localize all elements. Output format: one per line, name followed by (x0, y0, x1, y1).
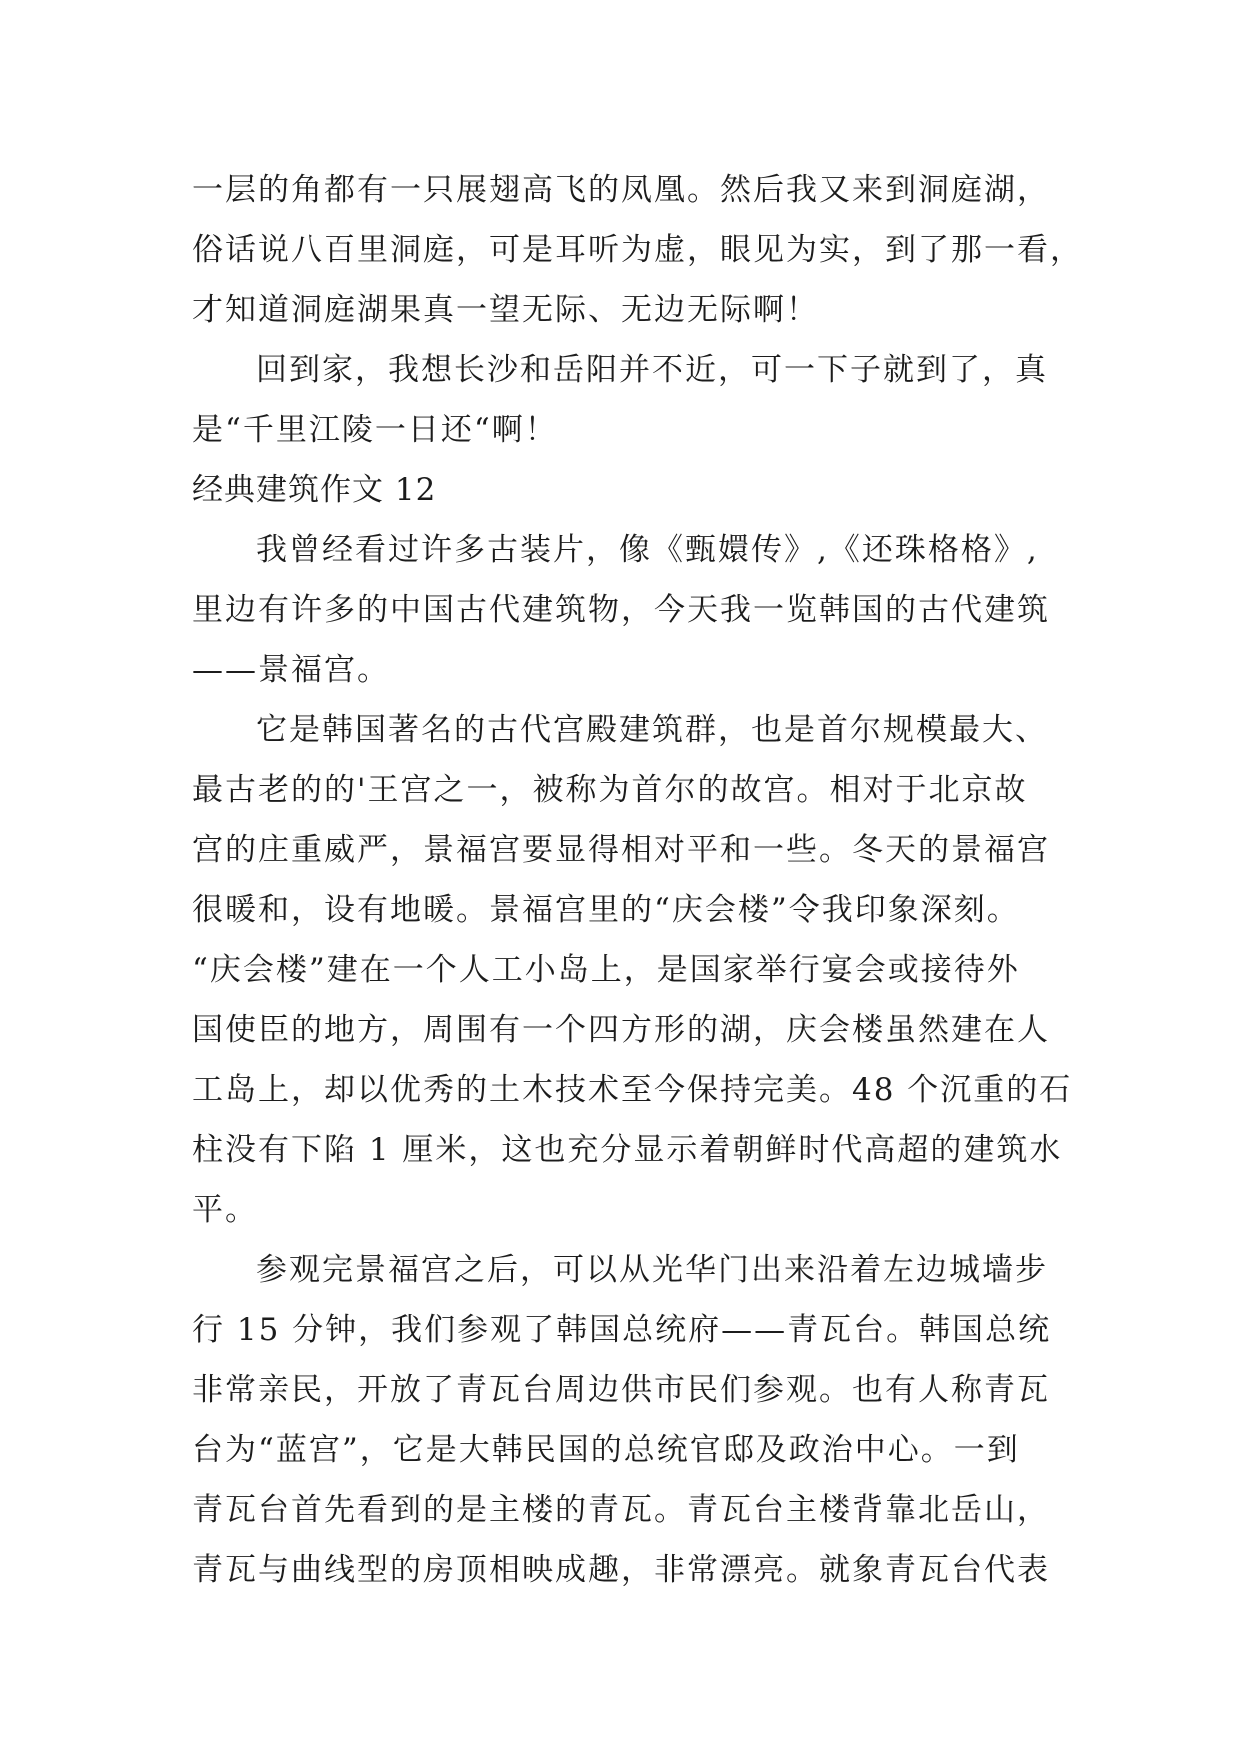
text-line: 青瓦台首先看到的是主楼的青瓦。青瓦台主楼背靠北岳山， (192, 1492, 1050, 1528)
section-heading: 经典建筑作文 12 (192, 472, 437, 508)
text-line: 台为“蓝宫”，它是大韩民国的总统官邸及政治中心。一到 (192, 1432, 1020, 1468)
text-line: 非常亲民，开放了青瓦台周边供市民们参观。也有人称青瓦 (192, 1372, 1050, 1408)
paragraph-start: 它是韩国著名的古代宫殿建筑群，也是首尔规模最大、 (256, 712, 1048, 748)
text-line: 青瓦与曲线型的房顶相映成趣，非常漂亮。就象青瓦台代表 (192, 1552, 1050, 1588)
paragraph-start: 参观完景福宫之后，可以从光华门出来沿着左边城墙步 (256, 1252, 1048, 1288)
text-line: 平。 (192, 1192, 258, 1228)
document-body (192, 160, 1083, 1600)
text-line: “庆会楼”建在一个人工小岛上，是国家举行宴会或接待外 (192, 952, 1020, 988)
paragraph-start: 我曾经看过许多古装片，像《甄嬛传》,《还珠格格》, (256, 532, 1039, 568)
text-line: 最古老的的'王宫之一，被称为首尔的故宫。相对于北京故 (192, 772, 1028, 808)
text-line: ——景福宫。 (192, 652, 390, 688)
text-line: 柱没有下陷 1 厘米，这也充分显示着朝鲜时代高超的建筑水 (192, 1132, 1063, 1168)
text-line: 很暖和，设有地暖。景福宫里的“庆会楼”令我印象深刻。 (192, 892, 1020, 928)
text-line: 一层的角都有一只展翅高飞的凤凰。然后我又来到洞庭湖， (192, 172, 1050, 208)
text-line: 里边有许多的中国古代建筑物，今天我一览韩国的古代建筑 (192, 592, 1050, 628)
text-line: 俗话说八百里洞庭，可是耳听为虚，眼见为实，到了那一看， (192, 232, 1083, 268)
text-line: 行 15 分钟，我们参观了韩国总统府——青瓦台。韩国总统 (192, 1312, 1052, 1348)
text-line: 是“千里江陵一日还“啊！ (192, 412, 558, 448)
text-line: 国使臣的地方，周围有一个四方形的湖，庆会楼虽然建在人 (192, 1012, 1050, 1048)
text-line: 工岛上，却以优秀的土木技术至今保持完美。48 个沉重的石 (192, 1072, 1073, 1108)
paragraph-start: 回到家，我想长沙和岳阳并不近，可一下子就到了，真 (256, 352, 1048, 388)
text-line: 才知道洞庭湖果真一望无际、无边无际啊！ (192, 292, 819, 328)
text-line: 宫的庄重威严，景福宫要显得相对平和一些。冬天的景福宫 (192, 832, 1050, 868)
